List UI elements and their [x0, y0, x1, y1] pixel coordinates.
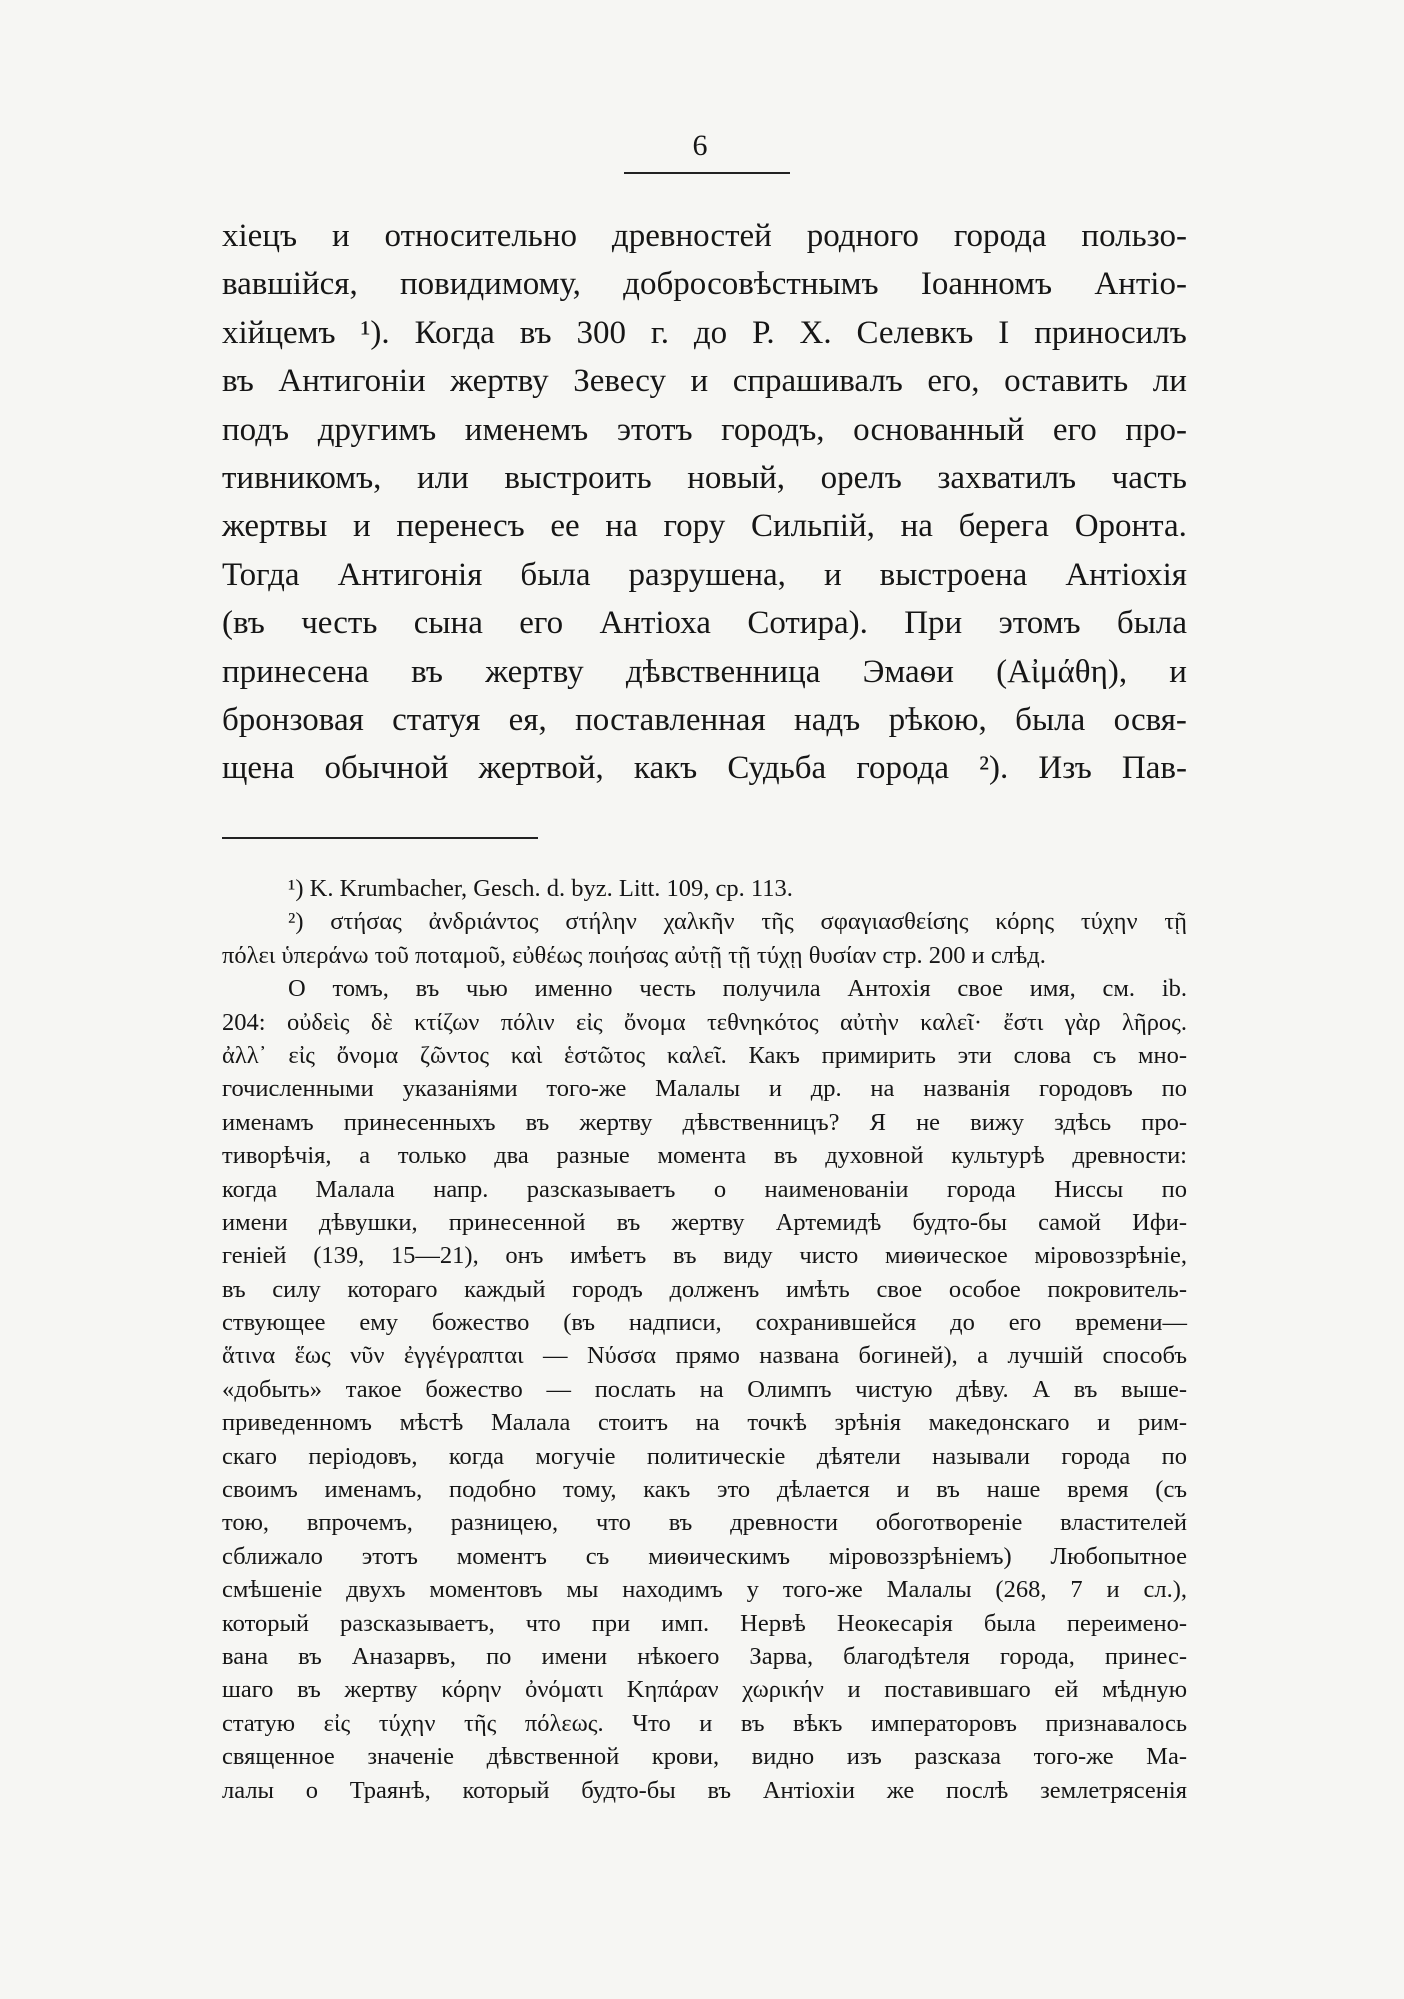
text-line: бронзовая статуя ея, поставленная надъ рѣкою, была освя-	[222, 701, 1187, 738]
text-line: хiецъ и относительно древностей родного города пользо-	[222, 218, 1187, 254]
text-line: тивникомъ, или выстроить новый, орелъ захватилъ часть	[222, 459, 1187, 496]
text-line: принесена въ жертву дѣвственница Эмаѳи (Αἰμάθη), и	[222, 653, 1187, 690]
text-line: (въ честь сына его Антiоха Сотира). При этомъ была	[222, 605, 1187, 642]
footnote-commentary-line: священное значенiе дѣвственной крови, видно изъ разсказа того-же Ма-	[222, 1743, 1187, 1771]
footnote-line: ¹) K. Krumbacher, Gesch. d. byz. Litt. 109, ср. 113.	[288, 875, 793, 902]
footnote-commentary-line: статую εἰς τύχην τῆς πόλεως. Что и въ вѣкъ императоровъ признавалось	[222, 1709, 1187, 1737]
footnote-commentary-line: лалы о Траянѣ, который будто-бы въ Антiохiи же послѣ землетрясенiя	[222, 1776, 1187, 1804]
footnote-commentary-line: смѣшенiе двухъ моментовъ мы находимъ у того-же Малалы (268, 7 и сл.),	[222, 1576, 1187, 1604]
footnote-commentary-line: имени дѣвушки, принесенной въ жертву Артемидѣ будто-бы самой Ифи-	[222, 1208, 1187, 1236]
text-line: подъ другимъ именемъ этотъ городъ, основанный его про-	[222, 411, 1187, 448]
footnote-commentary-line: который разсказываетъ, что при имп. Нервѣ Неокесарiя была переимено-	[222, 1609, 1187, 1637]
footnote-commentary-line: своимъ именамъ, подобно тому, какъ это дѣлается и въ наше время (съ	[222, 1476, 1187, 1504]
footnote-commentary-line: шаго въ жертву κόρην ὀνόματι Κηπάραν χωρικήν и поставившаго ей мѣдную	[222, 1676, 1187, 1704]
footnote-commentary-line: тою, впрочемъ, разницею, что въ древности обоготворенiе властителей	[222, 1509, 1187, 1537]
text-line: вавшiйся, повидимому, добросовѣстнымъ Iоанномъ Антiо-	[222, 266, 1187, 303]
footnote-commentary-line: гочисленными указанiями того-же Малалы и др. на названiя городовъ по	[222, 1075, 1187, 1103]
footnotes-block	[222, 872, 1187, 1807]
footnote-commentary-line: О томъ, въ чью именно честь получила Антохiя свое имя, см. ib.	[288, 975, 1187, 1003]
footnote-commentary-line: ἀλλ᾽ εἰς ὄνομα ζῶντος καὶ ἑστῶτος καλεῖ. Какъ примирить эти слова съ мно-	[222, 1041, 1187, 1069]
footnote-commentary-line: сближало этотъ моментъ съ миѳическимъ мiровоззрѣнiемъ) Любопытное	[222, 1542, 1187, 1570]
footnote-commentary-line: 204: οὐδεὶς δὲ κτίζων πόλιν εἰς ὄνομα τεθνηκότος αὐτὴν καλεῖ· ἔστι γὰρ λῆρος.	[222, 1008, 1187, 1036]
footnote-commentary-line: ἅτινα ἕως νῦν ἐγγέγραπται — Νύσσα прямо названа богиней), а лучшiй способъ	[222, 1342, 1187, 1370]
footnote-commentary-line: вана въ Аназарвъ, по имени нѣкоего Зарва, благодѣтеля города, принес-	[222, 1642, 1187, 1670]
text-line: въ Антигонiи жертву Зевесу и спрашивалъ его, оставить ли	[222, 363, 1187, 400]
footnote-commentary-line: скаго перiодовъ, когда могучiе политическiе дѣятели называли города по	[222, 1442, 1187, 1470]
footnote-commentary-line: въ силу котораго каждый городъ долженъ имѣть свое особое покровитель-	[222, 1275, 1187, 1303]
footnote-commentary-line: именамъ принесенныхъ въ жертву дѣвственницъ? Я не вижу здѣсь про-	[222, 1108, 1187, 1136]
footnote-commentary-line: ствующее ему божество (въ надписи, сохранившейся до его времени—	[222, 1309, 1187, 1337]
footnote-line: ²) στήσας ἀνδριάντος στήλην χαλκῆν τῆς σφαγιασθείσης κόρης τύχην τῇ	[288, 908, 1187, 936]
main-text-block	[222, 212, 1187, 793]
page-number-rule	[624, 172, 790, 174]
footnote-line: πόλει ὑπεράνω τοῦ ποταμοῦ, εὐθέως ποιήσας αὐτῇ τῇ τύχῃ θυσίαν стр. 200 и слѣд.	[222, 941, 1046, 969]
footnote-rule	[222, 837, 538, 839]
footnote-commentary-line: тиворѣчiя, а только два разные момента въ духовной культурѣ древности:	[222, 1142, 1187, 1170]
footnote-commentary-line: когда Малала напр. разсказываетъ о наименованiи города Ниссы по	[222, 1175, 1187, 1203]
text-line: щена обычной жертвой, какъ Судьба города ²). Изъ Пав-	[222, 750, 1187, 787]
text-line: жертвы и перенесъ ее на гору Сильпiй, на берега Оронта.	[222, 508, 1187, 545]
footnote-commentary-line: генiей (139, 15—21), онъ имѣетъ въ виду чисто миѳическое мiровоззрѣнiе,	[222, 1242, 1187, 1270]
footnote-commentary-line: приведенномъ мѣстѣ Малала стоитъ на точкѣ зрѣнiя македонскаго и рим-	[222, 1409, 1187, 1437]
footnote-commentary-line: «добыть» такое божество — послать на Олимпъ чистую дѣву. А въ выше-	[222, 1375, 1187, 1403]
page-number: 6	[692, 129, 708, 162]
text-line: Тогда Антигонiя была разрушена, и выстроена Антiохiя	[222, 556, 1187, 593]
text-line: хiйцемъ ¹). Когда въ 300 г. до Р. Х. Селевкъ I приносилъ	[222, 314, 1187, 351]
